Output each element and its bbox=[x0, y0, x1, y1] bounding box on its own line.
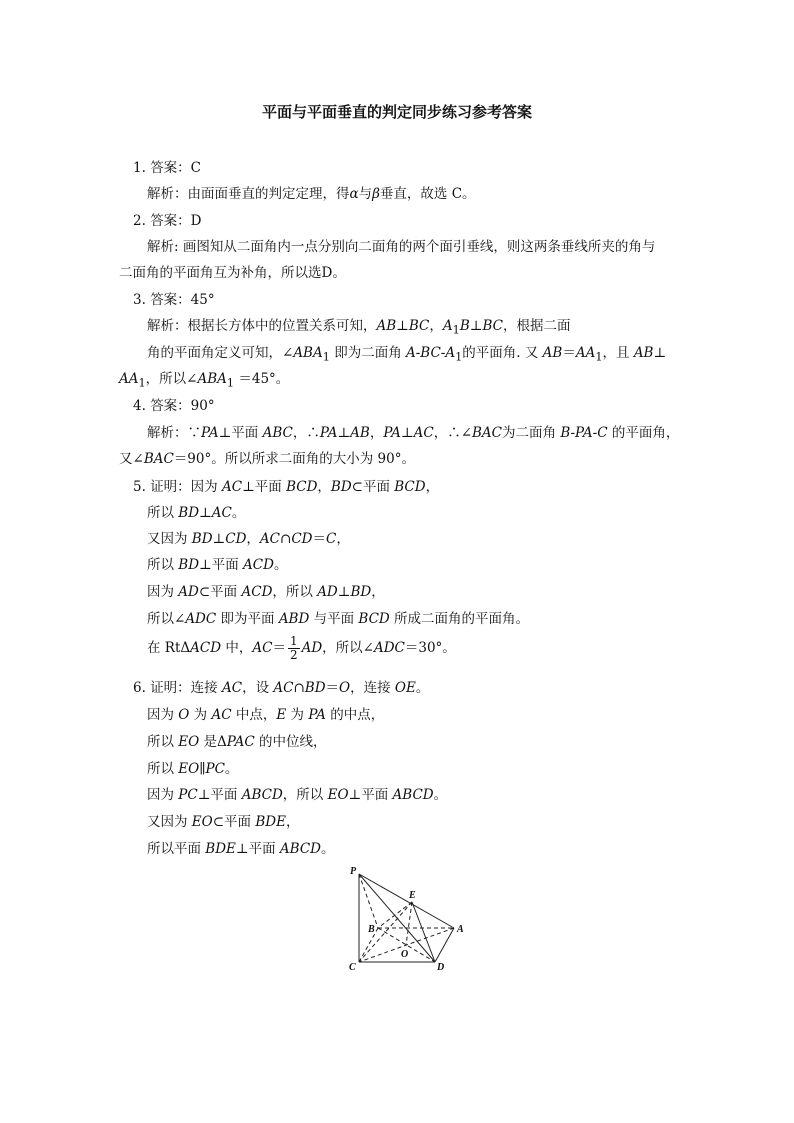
math: PA bbox=[319, 425, 338, 441]
edge-PA bbox=[359, 874, 454, 928]
label-A: A bbox=[457, 924, 464, 935]
math: BD bbox=[350, 584, 372, 600]
text: 所以 bbox=[147, 557, 179, 573]
text: ，且 bbox=[602, 345, 634, 361]
text: 解析：根据长方体中的位置关系可知， bbox=[147, 318, 377, 334]
math: PA bbox=[383, 425, 401, 441]
math: AA bbox=[575, 345, 596, 361]
symbol: ＝ bbox=[312, 531, 326, 547]
q5-line1 bbox=[133, 478, 439, 496]
q3-analysis-line2 bbox=[147, 344, 666, 367]
q1-answer-line bbox=[133, 159, 201, 177]
math: AC bbox=[259, 531, 280, 547]
q1-analysis-line bbox=[147, 185, 476, 203]
math: AD bbox=[301, 640, 323, 656]
math: EO bbox=[178, 734, 200, 750]
text: 的平面角. 又 bbox=[462, 345, 543, 361]
text: ， bbox=[336, 531, 350, 547]
math: ABD bbox=[278, 611, 310, 627]
text: ，所以∠ bbox=[322, 640, 374, 656]
symbol: ⊥ bbox=[337, 425, 351, 441]
math: AB bbox=[633, 345, 654, 361]
label-C: C bbox=[349, 962, 356, 973]
text: 所以∠ bbox=[147, 611, 186, 627]
q5-line6 bbox=[147, 610, 529, 628]
text: ， bbox=[246, 531, 260, 547]
q4-analysis-line2 bbox=[119, 450, 415, 468]
symbol: ＝ bbox=[562, 345, 576, 361]
text: 是Δ bbox=[199, 734, 227, 750]
q3-number: 3. bbox=[133, 292, 146, 308]
math: EO bbox=[327, 787, 349, 803]
text: ， bbox=[317, 479, 331, 495]
math: AC bbox=[273, 680, 294, 696]
text: ⊥平面 bbox=[218, 425, 263, 441]
math: ABA bbox=[197, 371, 227, 387]
math: AA bbox=[119, 371, 139, 387]
text: 。 bbox=[433, 787, 448, 803]
q5-line7 bbox=[147, 630, 456, 666]
text: 所以平面 bbox=[147, 841, 206, 857]
math: AC bbox=[211, 505, 232, 521]
q6-line2 bbox=[147, 706, 384, 724]
text: 所以 bbox=[147, 761, 179, 777]
math: C bbox=[325, 531, 337, 547]
math: AD bbox=[317, 584, 338, 600]
q4-answer-line bbox=[133, 397, 215, 415]
text: 即为平面 bbox=[216, 611, 279, 627]
text: 又因为 bbox=[147, 531, 192, 547]
math: O bbox=[339, 680, 351, 696]
symbol: ∩ bbox=[293, 680, 305, 696]
q2-analysis-line2: 二面角的平面角互为补角，所以选D。 bbox=[119, 265, 346, 281]
subscript: 1 bbox=[322, 350, 330, 364]
q2-answer-line bbox=[133, 212, 202, 230]
label-D: D bbox=[437, 962, 445, 973]
symbol: ⊥ bbox=[199, 505, 212, 521]
math: ACD bbox=[241, 584, 273, 600]
text: 为 bbox=[286, 707, 309, 723]
math: AC bbox=[221, 479, 243, 495]
math: B-PA-C bbox=[560, 425, 608, 441]
q5-line4 bbox=[147, 556, 287, 574]
text: ，所以 bbox=[282, 787, 328, 803]
text: ⊥平面 bbox=[348, 787, 393, 803]
text: ⊂平面 bbox=[351, 479, 395, 495]
text: ， bbox=[425, 479, 440, 495]
math: BAC bbox=[472, 425, 503, 441]
edge-EB bbox=[378, 902, 412, 928]
text: ⊂平面 bbox=[212, 814, 256, 830]
q6-line5 bbox=[147, 786, 447, 804]
fraction-numerator: 1 bbox=[289, 634, 298, 648]
q6-line1 bbox=[133, 679, 429, 697]
label-E: E bbox=[409, 890, 416, 901]
pyramid-figure bbox=[340, 862, 480, 978]
symbol: ∥ bbox=[199, 761, 206, 777]
q4-analysis-line1 bbox=[147, 424, 679, 442]
q3-answer-line bbox=[133, 291, 215, 309]
math: ABCD bbox=[279, 841, 321, 857]
text: 又因为 bbox=[147, 814, 192, 830]
text: ⊥平面 bbox=[197, 787, 242, 803]
math: PAC bbox=[226, 734, 255, 750]
math: BD bbox=[304, 680, 326, 696]
text: 解析：∵ bbox=[147, 425, 201, 441]
text: ＝30°。 bbox=[404, 640, 456, 656]
text: ，∴ bbox=[292, 425, 320, 441]
edge-PD bbox=[359, 874, 435, 962]
text: 因为 bbox=[147, 707, 179, 723]
q5-line2 bbox=[147, 504, 245, 522]
text: ⊂平面 bbox=[198, 584, 242, 600]
text: 与平面 bbox=[309, 611, 359, 627]
math: ADC bbox=[185, 611, 217, 627]
math: AC bbox=[252, 640, 273, 656]
text: 所成二面角的平面角。 bbox=[389, 611, 530, 627]
text: ⊥平面 bbox=[199, 557, 244, 573]
math: ABC bbox=[262, 425, 293, 441]
math: AB bbox=[350, 425, 370, 441]
math: AC bbox=[211, 707, 232, 723]
q4-answer: 答案：90° bbox=[150, 398, 215, 414]
math: ACD bbox=[190, 640, 222, 656]
q6-line7 bbox=[147, 840, 334, 858]
q6-line4 bbox=[147, 760, 238, 778]
fraction bbox=[288, 635, 300, 662]
q5-line5 bbox=[147, 583, 385, 601]
math: BD bbox=[191, 531, 213, 547]
math: BDE bbox=[255, 814, 286, 830]
q4-number: 4. bbox=[133, 398, 146, 414]
q3-analysis-line3 bbox=[119, 370, 289, 393]
symbol: ⊥ bbox=[396, 318, 409, 334]
text: ⊥平面 bbox=[235, 841, 280, 857]
math: AB bbox=[542, 345, 563, 361]
symbol: ∩ bbox=[280, 531, 292, 547]
math: PA bbox=[201, 425, 219, 441]
math: PC bbox=[205, 761, 225, 777]
q2-number: 2. bbox=[133, 213, 146, 229]
math: BCD bbox=[394, 479, 426, 495]
text: ，连接 bbox=[350, 680, 395, 696]
text: 角的平面角定义可知，∠ bbox=[147, 345, 294, 361]
math: AC bbox=[221, 680, 243, 696]
math: CD bbox=[225, 531, 247, 547]
symbol: ⊥ bbox=[469, 318, 483, 334]
math: BDE bbox=[205, 841, 236, 857]
text: ， bbox=[371, 584, 385, 600]
q1-alpha: α bbox=[349, 186, 359, 202]
symbol: ＝ bbox=[272, 640, 286, 656]
fraction-denominator: 2 bbox=[289, 648, 298, 662]
math: EO bbox=[178, 761, 200, 777]
math: ADC bbox=[373, 640, 405, 656]
symbol: Δ bbox=[180, 640, 191, 656]
text: ⊥平面 bbox=[242, 479, 287, 495]
symbol: ⊥ bbox=[337, 584, 351, 600]
text: ，所以 bbox=[272, 584, 318, 600]
q3-analysis-line1 bbox=[147, 317, 570, 340]
text: 证明：连接 bbox=[150, 680, 222, 696]
q1-analysis-text: 垂直，故选 C。 bbox=[379, 186, 476, 202]
math: BCD bbox=[358, 611, 390, 627]
q2-answer: 答案：D bbox=[150, 213, 202, 229]
math: PA bbox=[308, 707, 326, 723]
math: A-BC-A bbox=[406, 345, 456, 361]
math: BC bbox=[482, 318, 503, 334]
q1-beta: β bbox=[372, 186, 380, 202]
text: 在 Rt bbox=[147, 640, 181, 656]
text: ，所以∠ bbox=[145, 371, 198, 387]
text: 为 bbox=[189, 707, 212, 723]
text: ＝90°。所以所求二面角的大小为 90°。 bbox=[173, 451, 415, 467]
math: B bbox=[459, 318, 470, 334]
subscript: 1 bbox=[452, 323, 460, 337]
edge-DA bbox=[435, 928, 454, 962]
text: 因为 bbox=[147, 584, 179, 600]
text: 的平面角， bbox=[607, 425, 680, 441]
subscript: 1 bbox=[595, 350, 603, 364]
math: AC bbox=[413, 425, 434, 441]
label-P: P bbox=[350, 866, 357, 877]
math: A bbox=[442, 318, 453, 334]
text: 。 bbox=[415, 680, 430, 696]
text: 因为 bbox=[147, 787, 179, 803]
math: AB bbox=[376, 318, 397, 334]
math: ABCD bbox=[241, 787, 283, 803]
symbol: ⊥ bbox=[212, 531, 226, 547]
text: 中， bbox=[221, 640, 253, 656]
q1-number: 1. bbox=[133, 160, 146, 176]
math: O bbox=[178, 707, 190, 723]
math: OE bbox=[394, 680, 416, 696]
text: ，设 bbox=[242, 680, 274, 696]
text: 为二面角 bbox=[502, 425, 561, 441]
text: 。 bbox=[273, 557, 288, 573]
q6-line6 bbox=[147, 813, 299, 831]
text: ＝45°。 bbox=[234, 371, 290, 387]
text: 的中点， bbox=[325, 707, 385, 723]
math: BCD bbox=[286, 479, 318, 495]
text: 所以 bbox=[147, 505, 179, 521]
text: 中点， bbox=[231, 707, 277, 723]
math: BAC bbox=[143, 451, 174, 467]
page-title: 平面与平面垂直的判定同步练习参考答案 bbox=[261, 103, 532, 121]
text: ， bbox=[285, 814, 300, 830]
text: ， bbox=[429, 318, 443, 334]
text: 所以 bbox=[147, 734, 179, 750]
symbol: ＝ bbox=[325, 680, 340, 696]
label-B: B bbox=[368, 924, 375, 935]
subscript: 1 bbox=[455, 350, 463, 364]
q6-number: 6. bbox=[133, 680, 146, 696]
subscript: 1 bbox=[226, 376, 235, 390]
math: CD bbox=[291, 531, 313, 547]
math: BD bbox=[178, 505, 200, 521]
edge-PB bbox=[359, 874, 378, 928]
math: ABA bbox=[293, 345, 323, 361]
text: 的中位线， bbox=[254, 734, 327, 750]
text: ，根据二面 bbox=[502, 318, 571, 334]
q6-line3 bbox=[147, 733, 327, 751]
q1-analysis-text: 解析：由面面垂直的判定定理，得 bbox=[147, 186, 350, 202]
text: ，∴∠ bbox=[433, 425, 473, 441]
q5-line3 bbox=[147, 530, 350, 548]
label-O: O bbox=[401, 949, 409, 960]
text: 。 bbox=[231, 505, 246, 521]
math: ABCD bbox=[392, 787, 434, 803]
subscript: 1 bbox=[138, 376, 146, 390]
q2-analysis-line1: 解析: 画图知从二面角内一点分别向二面角的两个面引垂线，则这两条垂线所夹的角与 bbox=[147, 239, 656, 255]
text: 。 bbox=[320, 841, 335, 857]
math: EO bbox=[191, 814, 213, 830]
math: ACD bbox=[243, 557, 274, 573]
math: E bbox=[276, 707, 287, 723]
q1-text: 与 bbox=[358, 186, 373, 202]
math: PC bbox=[178, 787, 198, 803]
q5-number: 5. bbox=[133, 479, 146, 495]
math: AD bbox=[178, 584, 199, 600]
math: BD bbox=[178, 557, 200, 573]
math: BD bbox=[330, 479, 352, 495]
text: 即为二面角 bbox=[329, 345, 406, 361]
q3-answer: 答案：45° bbox=[150, 292, 215, 308]
symbol: ⊥ bbox=[400, 425, 414, 441]
text: 。 bbox=[224, 761, 239, 777]
text: ， bbox=[369, 425, 384, 441]
text: 证明：因为 bbox=[150, 479, 222, 495]
math: BC bbox=[408, 318, 430, 334]
text: 又∠ bbox=[119, 451, 144, 467]
q1-answer: 答案：C bbox=[150, 160, 202, 176]
symbol: ⊥ bbox=[653, 345, 667, 361]
